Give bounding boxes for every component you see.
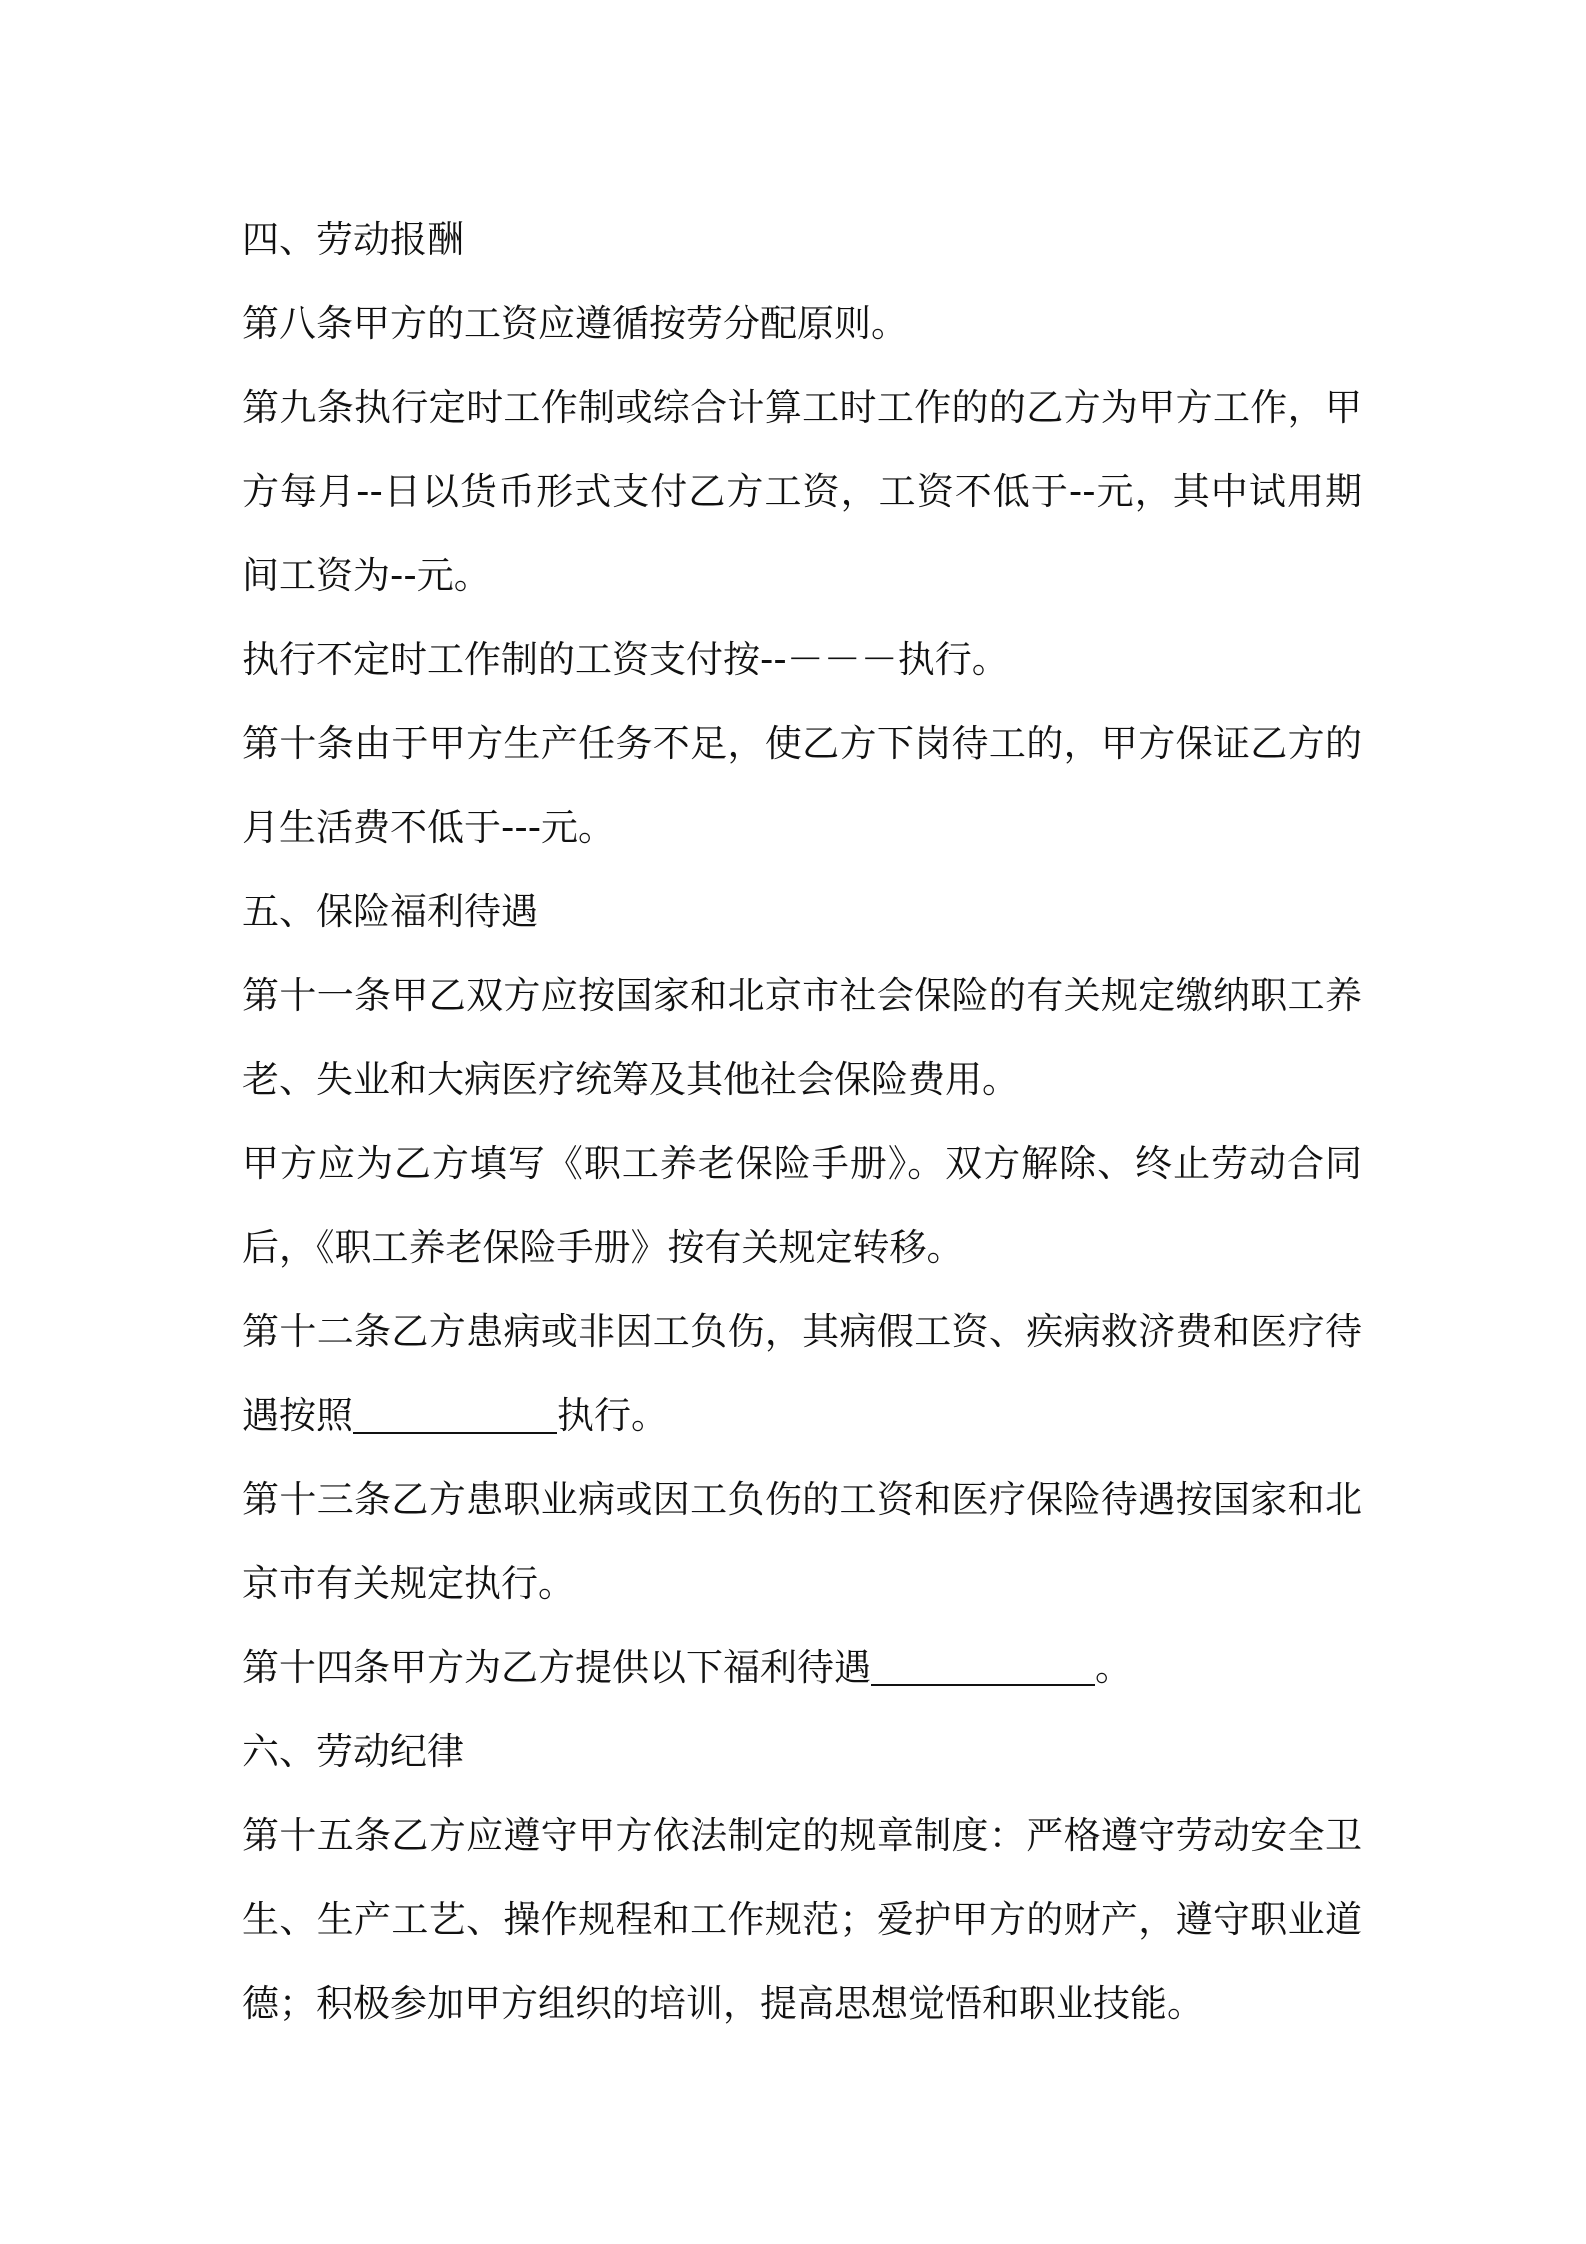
article-12-text: 第十二条乙方患病或非因工负伤，其病假工资、疾病救济费和医疗待遇按照 — [242, 1310, 1362, 1437]
section-heading-4: 四、劳动报酬 — [242, 218, 464, 261]
fill-in-blank-line — [353, 1396, 557, 1434]
section-heading-5: 五、保险福利待遇 — [242, 890, 538, 933]
article-14-text: 第十四条甲方为乙方提供以下福利待遇 — [242, 1646, 871, 1689]
document-body — [242, 198, 1362, 2046]
article-12 — [242, 1290, 1362, 1458]
article-13: 第十三条乙方患职业病或因工负伤的工资和医疗保险待遇按国家和北京市有关规定执行。 — [242, 1478, 1362, 1605]
article-14-tail: 。 — [1095, 1646, 1132, 1689]
article-9-paragraph-2: 执行不定时工作制的工资支付按--－－－执行。 — [242, 638, 1009, 681]
article-11: 第十一条甲乙双方应按国家和北京市社会保险的有关规定缴纳职工养老、失业和大病医疗统筹及其他社会保险费用。 — [242, 974, 1362, 1101]
article-10: 第十条由于甲方生产任务不足，使乙方下岗待工的，甲方保证乙方的月生活费不低于---元。 — [242, 722, 1362, 849]
article-15: 第十五条乙方应遵守甲方依法制定的规章制度：严格遵守劳动安全卫生、生产工艺、操作规程和工作规范；爱护甲方的财产，遵守职业道德；积极参加甲方组织的培训，提高思想觉悟和职业技能。 — [242, 1814, 1362, 2025]
article-9: 第九条执行定时工作制或综合计算工时工作的的乙方为甲方工作，甲方每月--日以货币形式支付乙方工资，工资不低于--元，其中试用期间工资为--元。 — [242, 386, 1362, 597]
article-14 — [242, 1626, 1362, 1710]
section-heading-6: 六、劳动纪律 — [242, 1730, 464, 1773]
article-11-paragraph-2: 甲方应为乙方填写《职工养老保险手册》。双方解除、终止劳动合同后，《职工养老保险手册》按有关规定转移。 — [242, 1142, 1362, 1269]
fill-in-blank-line — [871, 1648, 1095, 1686]
article-12-tail: 执行。 — [557, 1394, 668, 1437]
article-8: 第八条甲方的工资应遵循按劳分配原则。 — [242, 302, 908, 345]
